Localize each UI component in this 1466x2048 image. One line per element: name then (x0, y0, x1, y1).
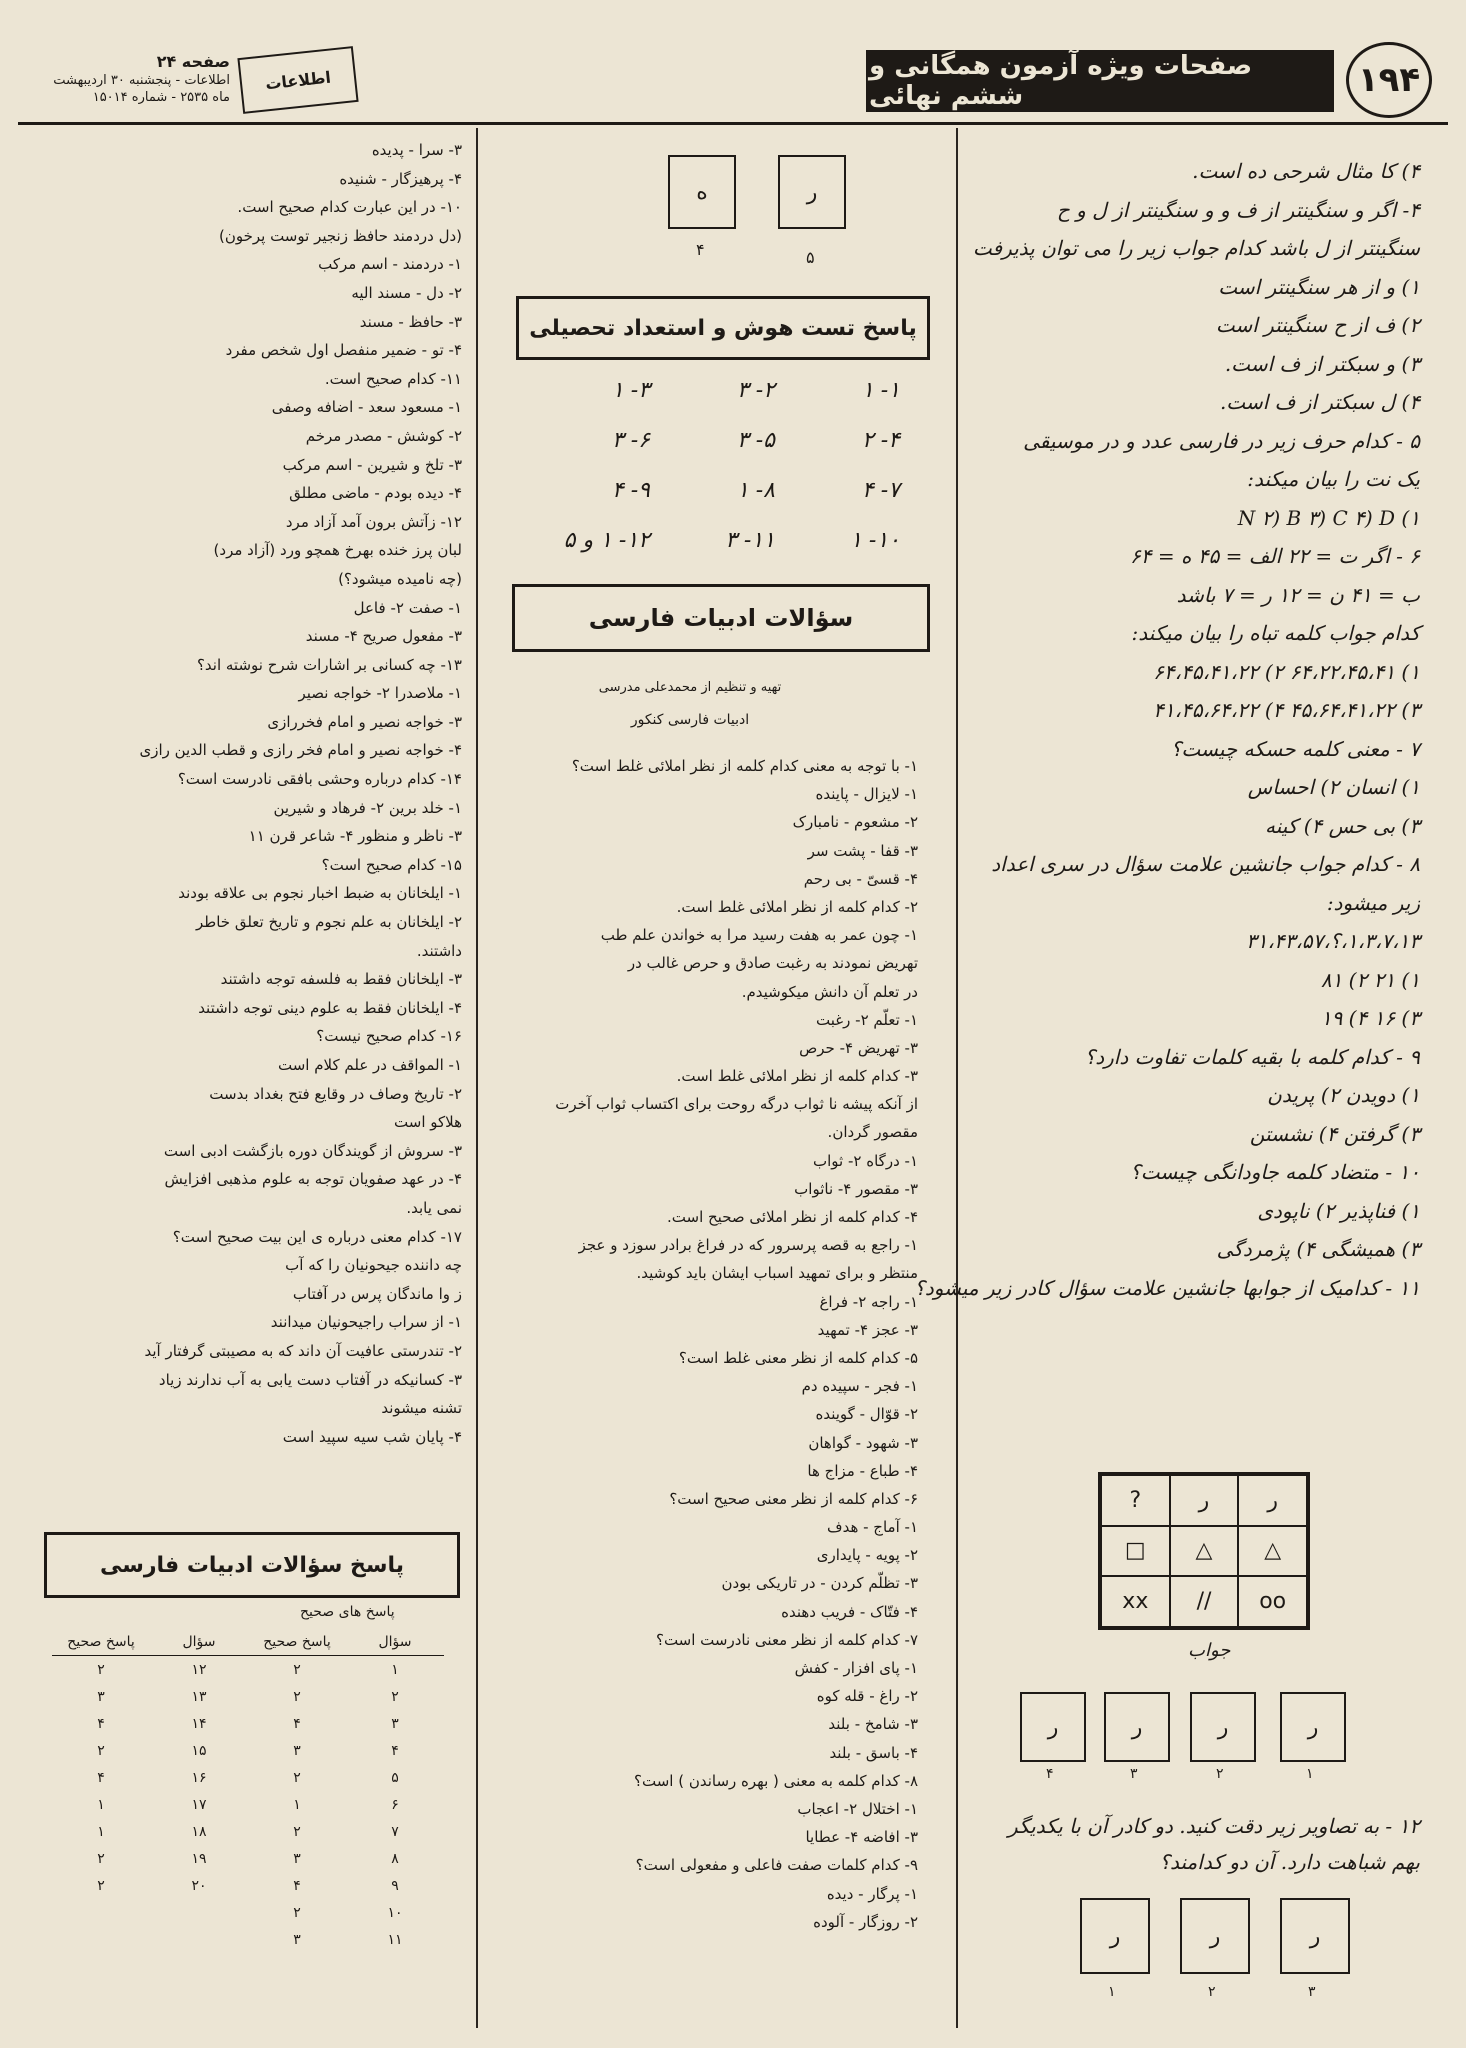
question-line: ۸ - کدام جواب جانشین علامت سؤال در سری اعداد (991, 852, 1420, 876)
question-line: منتظر و برای تمهید اسباب ایشان باید کوشید. (636, 1264, 918, 1283)
table-cell: ۲۰ (191, 1877, 207, 1894)
lit-questions (498, 752, 918, 1936)
figure-box: ر (1180, 1898, 1250, 1974)
question-line: ۱۶- کدام صحیح نیست؟ (316, 1027, 462, 1046)
iq-answers (540, 378, 900, 578)
question-line: در تعلم آن دانش میکوشیدم. (741, 982, 918, 1001)
table-cell: ۱ (97, 1796, 105, 1813)
date-line: اطلاعات - پنجشنبه ۳۰ اردیبهشت (53, 73, 230, 88)
question-line: ۱) ۲۱ ۲) ۸۱ (1320, 967, 1420, 992)
table-cell: ۳ (293, 1850, 301, 1867)
figure-number: ۴ (696, 240, 705, 259)
question-line: ۱) N ۲) B ۳) C ۴) D (1237, 505, 1420, 530)
figure-box: ر (1280, 1898, 1350, 1974)
question-line: ز وا ماندگان پرس در آفتاب (292, 1284, 462, 1303)
question-line: ۲- کوشش - مصدر مرخم (305, 426, 462, 445)
table-cell (52, 1926, 150, 1953)
table-row (52, 1656, 444, 1684)
table-row (52, 1818, 444, 1845)
figure-number: ۲ (1208, 1984, 1216, 2000)
answer-cell: ۴- ۲ (861, 428, 900, 453)
answer-cell: ۳- ۱ (611, 378, 650, 403)
table-row (52, 1737, 444, 1764)
question-line: ۱۳- چه کسانی بر اشارات شرح نوشته اند؟ (196, 655, 462, 674)
question-line: ۴- تو - ضمیر منفصل اول شخص مفرد (225, 341, 462, 360)
question-line: ۳- قفا - پشت سر (807, 841, 918, 860)
question-line: ۴- دیده بودم - ماضی مطلق (289, 484, 462, 503)
table-cell: ۱ (391, 1661, 399, 1678)
answer-cell: ۷- ۴ (861, 478, 900, 503)
banner-text: صفحات ویژه آزمون همگانی و ششم نهائی (869, 51, 1253, 111)
question-line: ۳- شامخ - بلند (828, 1715, 918, 1734)
answer-choice-box: ر (1020, 1692, 1086, 1762)
left-questions (22, 136, 462, 1451)
question-line: ۳- ناظر و منظور ۴- شاعر قرن ۱۱ (248, 827, 462, 846)
table-row (52, 1710, 444, 1737)
table-cell: ۱۷ (191, 1796, 207, 1813)
answers-table (52, 1628, 444, 1953)
table-row (52, 1872, 444, 1899)
lit-answers-title-text: پاسخ سؤالات ادبیات فارسی (99, 1552, 405, 1578)
question-line: ۲) ف از ح سنگینتر است (1215, 313, 1420, 337)
figure-box: ر (1080, 1898, 1150, 1974)
question-line: زیر میشود: (1326, 890, 1420, 915)
page-number: ۱۹۴ (1357, 60, 1421, 100)
question-line: ۲- کدام کلمه از نظر املائی غلط است. (676, 897, 918, 916)
question-line: ۶- کدام کلمه از نظر معنی صحیح است؟ (669, 1489, 918, 1508)
question-line: ۴- طباع - مزاج ها (807, 1461, 918, 1480)
table-cell: ۲ (293, 1769, 301, 1786)
question-line: ۱- آماج - هدف (827, 1518, 918, 1537)
question-line: ۴- کدام کلمه از نظر املائی صحیح است. (667, 1208, 918, 1226)
table-cell: ۱۹ (191, 1850, 207, 1867)
lit-answers-title (44, 1532, 460, 1598)
table-cell: ۴ (391, 1742, 399, 1759)
question-line: ۹ - کدام کلمه با بقیه کلمات تفاوت دارد؟ (1084, 1044, 1420, 1069)
question-line: ۱) دویدن ۲) پریدن (1267, 1083, 1420, 1107)
table-cell (150, 1899, 248, 1926)
question-line: ۱۰- در این عبارت کدام صحیح است. (237, 198, 462, 217)
question-line: ۱) فناپذیر ۲) ناپودی (1257, 1198, 1420, 1223)
question-line: ۱- ملاصدرا ۲- خواجه نصیر (298, 684, 462, 703)
grid-cell: ر (1170, 1475, 1239, 1526)
figure-choice: ه (668, 155, 736, 229)
question-line: ۱- تعلّم ۲- رغبت (816, 1010, 918, 1029)
table-cell: ۱ (293, 1796, 301, 1813)
answer-choice-number: ۳ (1130, 1766, 1138, 1782)
question-line: ۱۱ - کدامیک از جوابها جانشین علامت سؤال کادر زیر میشود؟ (914, 1275, 1420, 1300)
table-cell: ۲ (293, 1823, 301, 1840)
question-line: ۱- اختلال ۲- اعجاب (797, 1799, 918, 1818)
table-cell: ۲ (391, 1688, 399, 1705)
answer-row (540, 528, 900, 578)
table-cell: ۴ (293, 1877, 301, 1894)
answer-choice-box: ر (1104, 1692, 1170, 1762)
question-line: ۳- تظلّم کردن - در تاریکی بودن (721, 1574, 918, 1593)
question-line: ۵- کدام کلمه از نظر معنی غلط است؟ (678, 1348, 918, 1367)
table-cell: ۲ (293, 1688, 301, 1705)
question-line: ۳- مفعول صریح ۴- مسند (305, 627, 462, 646)
question-line: ۷- کدام کلمه از نظر معنی نادرست است؟ (655, 1630, 918, 1649)
answer-label: جواب (1188, 1640, 1231, 1661)
question-line: ۱- راجه ۲- فراغ (819, 1292, 918, 1311)
question-line: ۱۲- زآتش برون آمد آزاد مرد (285, 512, 462, 531)
figure-number: ۵ (806, 248, 815, 267)
answer-cell: ۱۱- ۳ (725, 528, 775, 553)
column-divider (476, 128, 478, 2028)
table-cell: ۱۵ (191, 1742, 207, 1759)
question-line: ۱- خلد برین ۲- فرهاد و شیرین (273, 798, 462, 817)
iq-answers-title (516, 296, 930, 360)
question-line: ۸- کدام کلمه به معنی ( بهره رساندن ) است؟ (634, 1771, 918, 1790)
table-cell: ۶ (391, 1796, 399, 1813)
grid-cell: oo (1238, 1576, 1307, 1627)
question-line: ۴- در عهد صفویان توجه به علوم مذهبی افزایش (164, 1170, 462, 1189)
question-line: ۴) ل سبکتر از ف است. (1219, 390, 1420, 414)
question-line: ۳- خواجه نصیر و امام فخررازی (267, 712, 462, 731)
answer-cell: ۵- ۳ (736, 428, 775, 453)
figure-number: ۱ (1108, 1984, 1116, 2000)
question-line: ۱- راجع به قصه پرسرور که در فراغ برادر سوزد و عجز (578, 1236, 918, 1255)
page-number-circle (1346, 42, 1432, 118)
answer-cell: ۶- ۳ (611, 428, 650, 453)
grid-cell: □ (1101, 1526, 1170, 1577)
table-cell: ۱۰ (387, 1904, 403, 1921)
question-line: ۱- با توجه به معنی کدام کلمه از نظر املائی غلط است؟ (571, 757, 918, 775)
question-line: ۱۱- کدام صحیح است. (324, 369, 462, 388)
question-line: ۳- شهود - گواهان (808, 1433, 918, 1452)
table-cell (150, 1926, 248, 1953)
question-line: ۴- فتّاک - فریب دهنده (781, 1602, 918, 1621)
question-line: ۲- پویه - پایداری (816, 1546, 918, 1565)
table-cell: ۳ (293, 1931, 301, 1948)
question-line: لبان پرز خنده بهرخ همچو ورد (آزاد مرد) (213, 541, 462, 560)
question-line: ۳) همیشگی ۴) پژمردگی (1216, 1237, 1420, 1261)
table-cell: ۲ (97, 1850, 105, 1867)
question-line: ۱۵- کدام صحیح است؟ (321, 855, 462, 874)
question-line: هلاکو است (394, 1113, 462, 1132)
answer-choice-number: ۴ (1046, 1766, 1054, 1782)
answer-cell: ۸- ۱ (736, 478, 775, 503)
q12 (990, 1808, 1420, 1880)
lit-title-text: سؤالات ادبیات فارسی (588, 604, 854, 632)
question-line: (دل دردمند حافظ زنجیر توست پرخون) (218, 226, 462, 245)
table-cell: ۲ (293, 1904, 301, 1921)
question-line: ۴- قسیّ - بی رحم (803, 869, 918, 888)
byline: تهیه و تنظیم از محمدعلی مدرسی (598, 680, 782, 695)
question-line: ۱- از سراب راجیحونیان میدانند (270, 1313, 462, 1332)
question-line: ۳) و سبکتر از ف است. (1224, 351, 1420, 376)
answer-choice-number: ۱ (1306, 1766, 1314, 1782)
question-line: مقصور گردان. (827, 1123, 918, 1142)
question-line: ۴) کا مثال شرحی ده است. (1192, 159, 1420, 183)
question-line: ۴- اگر و سنگینتر از ف و و سنگینتر از ل و ح (1056, 197, 1420, 222)
figure-number: ۳ (1308, 1984, 1316, 2000)
table-header: پاسخ صحیح (52, 1628, 150, 1656)
question-line: ۱- پرگار - دیده (826, 1884, 918, 1903)
question-line: ۱- پای افزار - کفش (794, 1659, 918, 1677)
question-line: ۱) ۶۴،۲۲،۴۵،۴۱ ۲) ۶۴،۴۵،۴۱،۲۲ (1153, 659, 1420, 684)
question-line: ۱،۳،۷،۱۳،؟،۳۱،۴۳،۵۷ (1246, 929, 1420, 953)
grid-cell: △ (1170, 1526, 1239, 1577)
question-line: ۱۰ - متضاد کلمه جاودانگی چیست؟ (1130, 1160, 1420, 1184)
question-line: ۱۲ - به تصاویر زیر دقت کنید. دو کادر آن با یکدیگر (1008, 1814, 1420, 1838)
question-line: ۳- تلخ و شیرین - اسم مرکب (282, 455, 462, 474)
question-line: ۳) ۱۶ ۴) ۱۹ (1320, 1006, 1420, 1030)
question-line: ۳- حافظ - مسند (359, 312, 462, 331)
answer-choice-box: ر (1280, 1692, 1346, 1762)
table-cell: ۱ (97, 1823, 105, 1840)
question-line: ۴- باسق - بلند (829, 1743, 918, 1762)
question-line: ۱- فجر - سپیده دم (801, 1377, 918, 1396)
question-line: ۱۷- کدام معنی درباره ی این بیت صحیح است؟ (172, 1227, 462, 1246)
answer-cell: ۱۲- ۱ و ۵ (563, 528, 650, 553)
question-line: ۱- صفت ۲- فاعل (353, 598, 462, 617)
table-cell: ۱۲ (191, 1661, 207, 1678)
puzzle-grid (1098, 1472, 1310, 1630)
question-line: ۲- روزگار - آلوده (813, 1912, 918, 1931)
question-line: ۲- مشعوم - نامبارک (792, 813, 918, 832)
table-cell: ۳ (391, 1715, 399, 1732)
question-line: ۲- تندرستی عافیت آن داند که به مصیبتی گرفتار آید (144, 1341, 462, 1360)
question-line: ۳- عجز ۴- تمهید (817, 1320, 918, 1339)
question-line: ۴- پرهیزگار - شنیده (339, 169, 462, 188)
question-line: ۳- سرا - پدیده (371, 141, 462, 159)
question-line: ۳- سروش از گویندگان دوره بازگشت ادبی است (163, 1141, 462, 1160)
table-header: سؤال (346, 1628, 444, 1656)
header-rule (18, 122, 1448, 125)
question-line: ۴- خواجه نصیر و امام فخر رازی و قطب الدین رازی (139, 741, 462, 760)
question-line: ۲- راغ - قله کوه (816, 1687, 918, 1706)
table-row (52, 1899, 444, 1926)
table-cell: ۱۶ (191, 1769, 207, 1786)
grid-cell: // (1170, 1576, 1239, 1627)
question-line: ۶ - اگر ت = ۲۲ الف = ۴۵ ه = ۶۴ (1130, 544, 1420, 568)
table-row (52, 1764, 444, 1791)
table-cell: ۱۸ (191, 1823, 207, 1840)
question-line: از آنکه پیشه نا ثواب درگه روحت برای اکتساب ثواب آخرت (555, 1095, 918, 1114)
question-line: ۳- افاضه ۴- عطایا (805, 1828, 918, 1847)
lit-title (512, 584, 930, 652)
question-line: ۱- ایلخانان به ضبط اخبار نجوم بی علاقه بودند (178, 884, 462, 903)
table-cell: ۸ (391, 1850, 399, 1867)
banner (866, 50, 1334, 112)
question-line: ۱- درگاه ۲- ثواب (813, 1151, 918, 1170)
answer-cell: ۹- ۴ (611, 478, 650, 503)
column-divider (956, 128, 958, 2028)
question-line: داشتند. (416, 941, 462, 960)
answer-cell: ۱۰- ۱ (850, 528, 900, 553)
question-line: ب = ۴۱ ن = ۱۲ ر = ۷ باشد (1176, 582, 1420, 607)
page-label: صفحه ۲۴ (156, 52, 230, 71)
question-line: ۳- کدام کلمه از نظر املائی غلط است. (676, 1067, 918, 1086)
table-row (52, 1683, 444, 1710)
question-line: ۱۴- کدام درباره وحشی بافقی نادرست است؟ (177, 770, 462, 789)
answer-cell: ۱- ۱ (861, 378, 900, 403)
table-cell: ۷ (391, 1823, 399, 1840)
question-line: ۲- قوّال - گوینده (815, 1405, 918, 1424)
table-cell: ۴ (293, 1715, 301, 1732)
table-cell: ۹ (391, 1877, 399, 1894)
table-row (52, 1791, 444, 1818)
question-line: ۱- مسعود سعد - اضافه وصفی (271, 398, 462, 417)
logo-text: اطلاعات (264, 67, 332, 93)
answer-choice-box: ر (1190, 1692, 1256, 1762)
answer-row (540, 478, 900, 528)
question-line: ۳- مقصور ۴- ناثواب (794, 1179, 918, 1198)
question-line: ۱- دردمند - اسم مرکب (318, 255, 462, 274)
question-line: ۲- دل - مسند الیه (351, 283, 462, 302)
question-line: ۲- تاریخ وصاف در وقایع فتح بغداد بدست (209, 1084, 462, 1103)
question-line: ۴- پایان شب سیه سپید است (282, 1427, 462, 1446)
question-line: ۱- المواقف در علم کلام است (277, 1056, 462, 1074)
table-cell: ۴ (97, 1715, 105, 1732)
question-line: ۳) ۴۵،۶۴،۴۱،۲۲ ۴) ۴۱،۴۵،۶۴،۲۲ (1153, 698, 1420, 722)
table-cell: ۲ (293, 1661, 301, 1678)
question-line: چه داننده جیحونیان را که آب (285, 1256, 462, 1275)
question-line: تهریض نمودند به رغبت صادق و حرص غالب در (627, 954, 918, 973)
grid-cell: △ (1238, 1526, 1307, 1577)
grid-cell: xx (1101, 1576, 1170, 1627)
answer-row (540, 378, 900, 428)
table-cell (52, 1899, 150, 1926)
table-cell: ۳ (97, 1688, 105, 1705)
table-row (52, 1845, 444, 1872)
table-cell: ۴ (97, 1769, 105, 1786)
table-cell: ۵ (391, 1769, 399, 1786)
table-caption: پاسخ های صحیح (300, 1604, 395, 1620)
question-line: ۱) و از هر سنگینتر است (1218, 274, 1420, 299)
table-cell: ۱۳ (191, 1688, 207, 1705)
table-cell: ۲ (97, 1742, 105, 1759)
grid-cell: ? (1101, 1475, 1170, 1526)
question-line: ۱- لایزال - پاینده (815, 785, 918, 804)
question-line: یک نت را بیان میکند: (1247, 467, 1420, 491)
answer-choice-number: ۲ (1216, 1766, 1224, 1782)
right-column (914, 152, 1420, 1307)
question-line: نمی یابد. (406, 1198, 462, 1217)
question-line: ۱- چون عمر به هفت رسید مرا به خواندن علم طب (600, 926, 918, 945)
question-line: ۳- ایلخانان فقط به فلسفه توجه داشتند (220, 970, 462, 989)
question-line: ۵ - کدام حرف زیر در فارسی عدد و در موسیقی (1023, 428, 1420, 453)
question-line: سنگینتر از ل باشد کدام جواب زیر را می توان پذیرفت (972, 236, 1420, 260)
table-header: پاسخ صحیح (248, 1628, 346, 1656)
question-line: ۳) گرفتن ۴) نشستن (1249, 1121, 1420, 1146)
answer-cell: ۲- ۳ (736, 378, 775, 403)
subtitle: ادبیات فارسی کنکور (630, 712, 750, 728)
grid-cell: ر (1238, 1475, 1307, 1526)
question-line: ۲- ایلخانان به علم نجوم و تاریخ تعلق خاطر (196, 913, 462, 932)
question-line: ۳) بی حس ۴) کینه (1265, 813, 1420, 838)
figure-choice: ر (778, 155, 846, 229)
question-line: ۴- ایلخانان فقط به علوم دینی توجه داشتند (198, 998, 462, 1017)
question-line: بهم شباهت دارد. آن دو کدامند؟ (1159, 1850, 1420, 1874)
table-cell: ۳ (293, 1742, 301, 1759)
question-line: ۹- کدام کلمات صفت فاعلی و مفعولی است؟ (635, 1856, 918, 1875)
question-line: تشنه میشوند (381, 1399, 462, 1418)
question-line: کدام جواب کلمه تباه را بیان میکند: (1131, 621, 1420, 645)
answer-row (540, 428, 900, 478)
table-header: سؤال (150, 1628, 248, 1656)
question-line: ۷ - معنی کلمه حسکه چیست؟ (1170, 736, 1420, 761)
table-cell: ۲ (97, 1661, 105, 1678)
question-line: ۳- تهریض ۴- حرص (799, 1038, 918, 1057)
newspaper-logo (237, 46, 358, 114)
table-cell: ۲ (97, 1877, 105, 1894)
iq-answers-title-text: پاسخ تست هوش و استعداد تحصیلی (529, 315, 917, 341)
table-cell: ۱۴ (191, 1715, 207, 1732)
question-line: ۱) انسان ۲) احساس (1247, 775, 1420, 799)
issue-line: ماه ۲۵۳۵ - شماره ۱۵۰۱۴ (92, 90, 230, 105)
question-line: ۳- کسانیکه در آفتاب دست یابی به آب ندارند زیاد (158, 1370, 462, 1389)
table-cell: ۱۱ (387, 1931, 403, 1948)
table-row (52, 1926, 444, 1953)
question-line: (چه نامیده میشود؟) (338, 569, 462, 588)
